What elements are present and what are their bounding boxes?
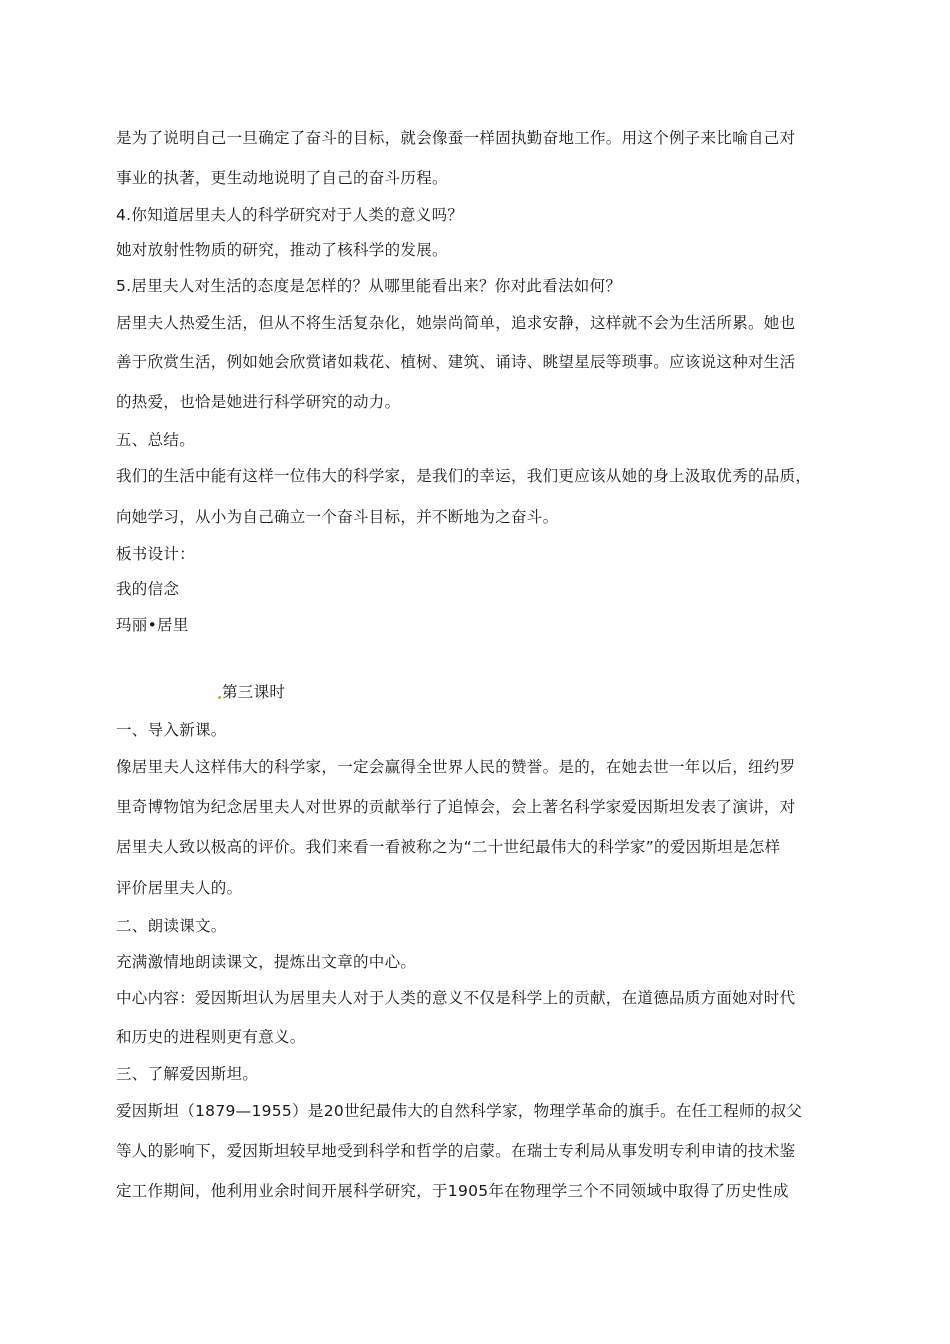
paragraph-line: 居里夫人致以极高的评价。我们来看一看被称之为“二十世纪最伟大的科学家”的爱因斯坦是怎样 [116, 838, 781, 856]
section-heading: 二、朗读课文。 [116, 917, 227, 935]
paragraph-line: 向她学习，从小为自己确立一个奋斗目标，并不断地为之奋斗。 [116, 508, 559, 526]
paragraph-line: 定工作期间，他利用业余时间开展科学研究，于1905年在物理学三个不同领域中取得了历史性成 [116, 1182, 789, 1200]
paragraph-line: 中心内容：爱因斯坦认为居里夫人对于人类的意义不仅是科学上的贡献，在道德品质方面她对时代 [116, 989, 796, 1007]
paragraph-line: 里奇博物馆为纪念居里夫人对世界的贡献举行了追悼会，会上著名科学家爱因斯坦发表了演讲，对 [116, 798, 796, 816]
mark-dot-icon [218, 696, 221, 699]
lesson-heading [218, 682, 518, 702]
paragraph-line: 的热爱，也恰是她进行科学研究的动力。 [116, 393, 401, 411]
paragraph-line: 事业的执著，更生动地说明了自己的奋斗历程。 [116, 169, 448, 187]
paragraph-line: 评价居里夫人的。 [116, 879, 243, 897]
paragraph-line: 居里夫人热爱生活，但从不将生活复杂化，她崇尚简单，追求安静，这样就不会为生活所累。她也 [116, 314, 796, 332]
section-heading: 一、导入新课。 [116, 721, 227, 739]
paragraph-line: 和历史的进程则更有意义。 [116, 1028, 306, 1046]
board-title: 我的信念 [116, 580, 180, 598]
section-heading: 三、了解爱因斯坦。 [116, 1065, 259, 1083]
board-design-label: 板书设计： [116, 545, 196, 563]
paragraph-line: 是为了说明自己一旦确定了奋斗的目标，就会像蚕一样固执勤奋地工作。用这个例子来比喻自己对 [116, 129, 796, 147]
paragraph-line: 像居里夫人这样伟大的科学家，一定会赢得全世界人民的赞誉。是的，在她去世一年以后，纽约罗 [116, 758, 796, 776]
paragraph-line: 善于欣赏生活，例如她会欣赏诸如栽花、植树、建筑、诵诗、眺望星辰等琐事。应该说这种对生活 [116, 353, 796, 371]
question-5: 5.居里夫人对生活的态度是怎样的？从哪里能看出来？你对此看法如何？ [116, 277, 622, 295]
paragraph-line: 等人的影响下，爱因斯坦较早地受到科学和哲学的启蒙。在瑞士专利局从事发明专利申请的技术鉴 [116, 1142, 796, 1160]
paragraph-line: 充满激情地朗读课文，提炼出文章的中心。 [116, 953, 417, 971]
lesson-heading-text: 第三课时 [222, 683, 286, 701]
board-author: 玛丽•居里 [116, 616, 189, 634]
answer-4: 她对放射性物质的研究，推动了核科学的发展。 [116, 241, 448, 259]
section-heading: 五、总结。 [116, 431, 196, 449]
paragraph-line: 我们的生活中能有这样一位伟大的科学家，是我们的幸运，我们更应该从她的身上汲取优秀的品质， [116, 467, 812, 485]
question-4: 4.你知道居里夫人的科学研究对于人类的意义吗？ [116, 206, 464, 224]
paragraph-line: 爱因斯坦（1879—1955）是20世纪最伟大的自然科学家，物理学革命的旗手。在任工程师的叔父 [116, 1102, 803, 1120]
